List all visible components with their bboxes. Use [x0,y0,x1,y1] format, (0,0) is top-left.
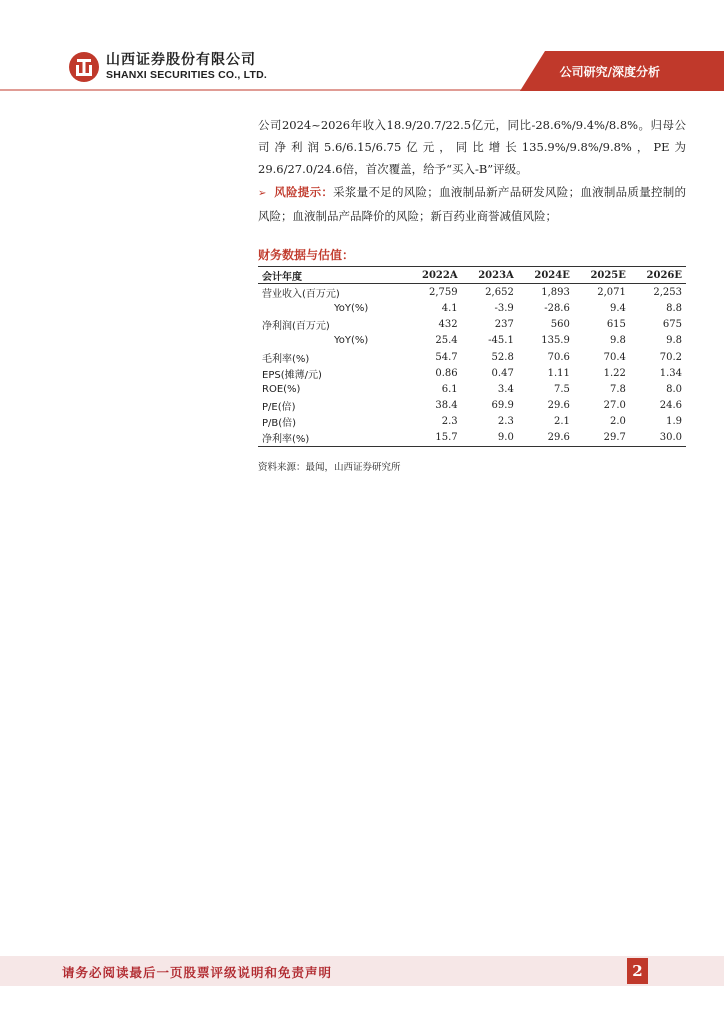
table-cell: 0.86 [435,367,458,379]
risk-text: 采浆量不足的风险；血液制品新产品研发风险；血液制品质量控制的风险；血液制品产品降价的风险；新百药业商誉减值风险； [258,185,687,223]
table-cell: 8.8 [666,302,682,314]
table-row [258,381,686,397]
column-header: 会计年度 [258,267,405,284]
row-label: 毛利率(%) [262,353,310,365]
table-cell: 135.9 [541,335,570,347]
table-cell: 2.1 [553,416,570,428]
row-label: YoY(%) [334,302,369,314]
company-name-en: SHANXI SECURITIES CO., LTD. [106,69,267,82]
table-cell: -28.6 [544,302,570,314]
table-cell: -45.1 [488,335,514,347]
table-cell: 70.6 [547,351,570,363]
table-cell: 7.5 [553,383,570,395]
financial-table [258,266,686,447]
logo-emblem-icon [68,51,100,83]
table-cell: 1.34 [659,367,682,379]
table-cell: 15.7 [405,430,461,447]
company-logo [68,51,267,83]
financial-table-wrapper [258,266,686,447]
table-cell: 1.9 [666,416,682,428]
table-row [258,284,686,301]
row-label: ROE(%) [262,383,301,395]
table-cell: 9.0 [462,430,518,447]
table-cell: 8.0 [666,383,682,395]
row-label: P/E(倍) [262,402,296,414]
row-label: 净利润(百万元) [262,321,330,333]
table-cell: -3.9 [494,302,514,314]
table-row [258,365,686,381]
table-cell: 52.8 [491,351,514,363]
table-cell: 69.9 [491,400,514,412]
company-name-cn: 山西证券股份有限公司 [106,52,256,69]
data-source-note: 资料来源：最闻，山西证券研究所 [258,462,401,473]
table-cell: 70.4 [603,351,626,363]
table-cell: 54.7 [435,351,458,363]
table-row [258,398,686,414]
table-cell: 2.3 [497,416,514,428]
table-cell: 4.1 [441,302,458,314]
risk-title: 风险提示： [274,185,334,199]
table-cell: 9.4 [610,302,626,314]
table-cell: 1,893 [541,286,570,298]
table-cell: 29.7 [574,430,630,447]
table-cell: 70.2 [659,351,682,363]
row-label: 营业收入(百万元) [262,288,340,300]
table-cell: 432 [438,319,458,331]
table-cell: 237 [494,319,514,331]
column-header: 2025E [574,267,630,284]
table-cell: 675 [662,319,682,331]
table-row [258,414,686,430]
row-label: P/B(倍) [262,418,297,430]
table-cell: 27.0 [603,400,626,412]
footer-disclaimer: 请务必阅读最后一页股票评级说明和免责声明 [62,965,333,980]
column-header: 2026E [630,267,686,284]
table-cell: 38.4 [435,400,458,412]
table-row [258,333,686,349]
column-header: 2023A [462,267,518,284]
row-label: EPS(摊薄/元) [262,369,322,381]
table-cell: 615 [606,319,626,331]
table-cell: 2,071 [597,286,626,298]
table-cell: 0.47 [491,367,514,379]
table-title: 财务数据与估值： [258,248,355,262]
table-cell: 25.4 [435,335,458,347]
risk-paragraph [258,181,686,227]
table-cell: 9.8 [666,335,682,347]
table-cell: 6.1 [441,383,458,395]
table-row [258,430,686,447]
table-cell: 30.0 [630,430,686,447]
table-header-row [258,267,686,284]
table-cell: 7.8 [610,383,626,395]
table-cell: 2,759 [428,286,458,298]
table-row [258,349,686,365]
table-row [258,317,686,333]
table-row [258,300,686,316]
bullet-arrow-icon: ➢ [258,188,267,199]
table-cell: 2,652 [485,286,514,298]
table-cell: 2,253 [653,286,682,298]
table-cell: 3.4 [497,383,514,395]
page-number: 2 [627,958,648,984]
forecast-paragraph: 公司2024~2026年收入18.9/20.7/22.5亿元，同比-28.6%/9.4%/8.8%。归母公司净利润5.6/6.15/6.75亿元，同比增长135.9%/9.8%/9.8%，PE为29.6/27.0/24.6倍，首次覆盖，给予“买入-B”评级。 [258,118,686,176]
table-cell: 2.0 [610,416,626,428]
column-header: 2024E [518,267,574,284]
table-cell: 29.6 [518,430,574,447]
column-header: 2022A [405,267,461,284]
table-cell: 1.22 [603,367,626,379]
table-cell: 1.11 [547,367,570,379]
row-label: YoY(%) [334,335,369,347]
table-cell: 9.8 [610,335,626,347]
row-label: 净利率(%) [258,430,405,447]
table-cell: 2.3 [441,416,458,428]
table-cell: 560 [550,319,570,331]
table-cell: 29.6 [547,400,570,412]
report-category-tag: 公司研究/深度分析 [559,65,660,79]
table-cell: 24.6 [659,400,682,412]
